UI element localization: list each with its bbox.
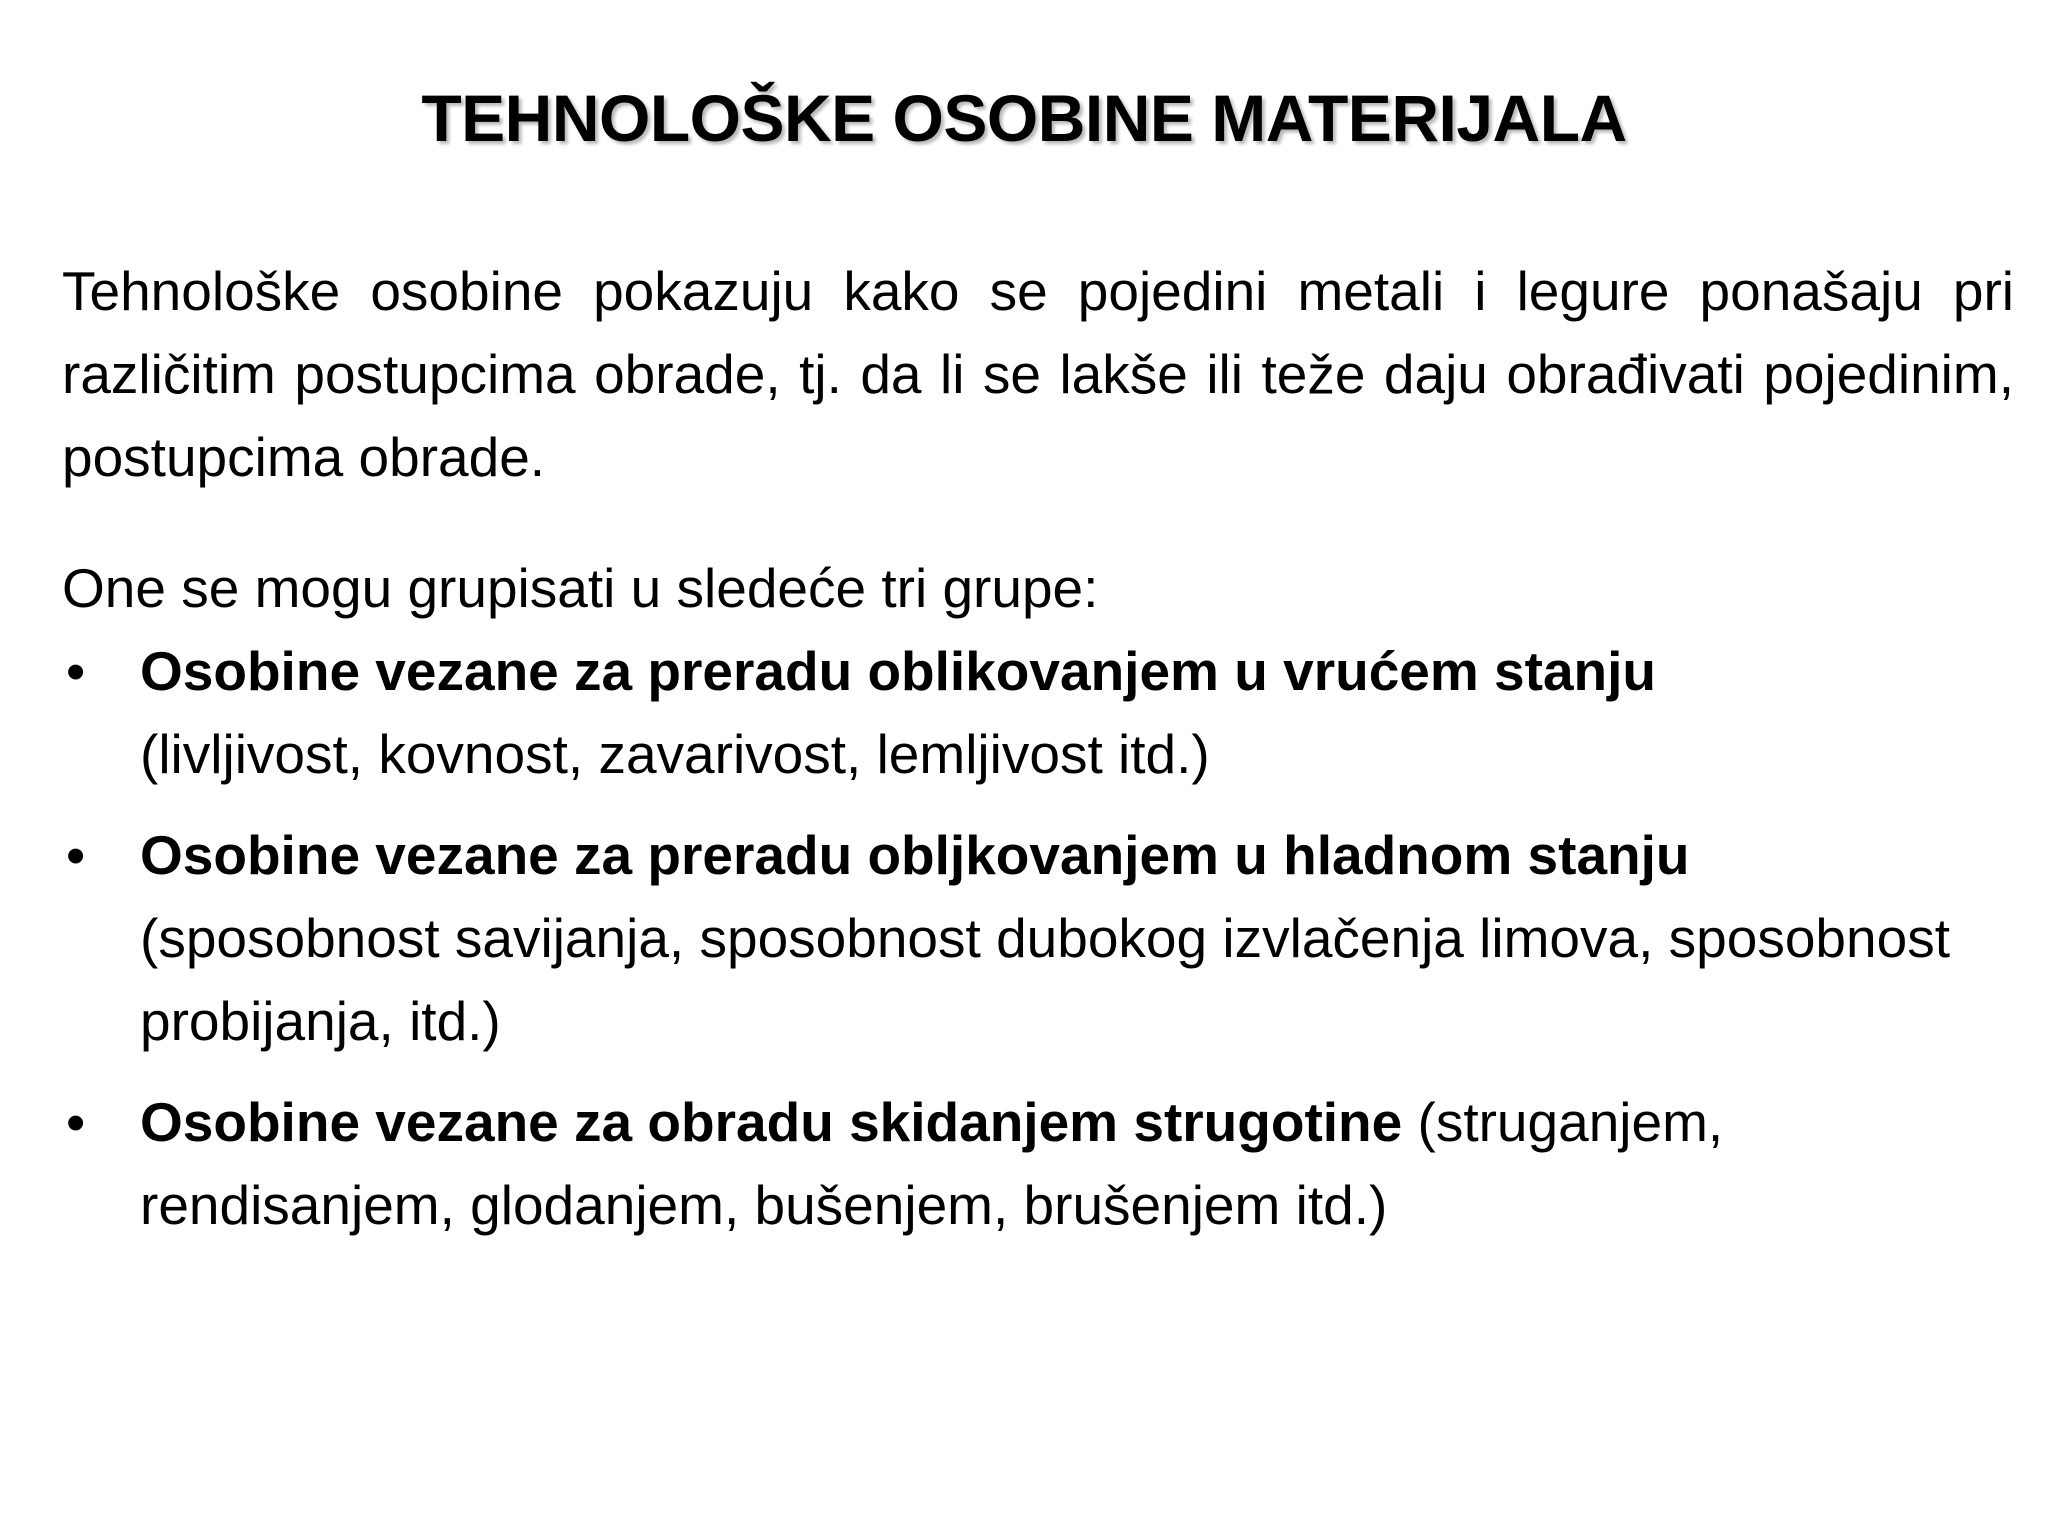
- bullet-icon: •: [66, 824, 86, 886]
- intro-paragraph: Tehnološke osobine pokazuju kako se pojedini metali i legure ponašaju pri različitim postupcima obrade, tj. da li se lakše ili teže daju obrađivati pojedinim, postupcima obrade.: [62, 260, 2014, 488]
- list-item: [62, 814, 2014, 1063]
- bullet-detail: (struganjem, rendisanjem, glodanjem, bušenjem, brušenjem itd.): [140, 1091, 1724, 1236]
- slide-title: TEHNOLOŠKE OSOBINE MATERIJALA: [421, 81, 1627, 155]
- bullet-heading: Osobine vezane za preradu oblikovanjem u vrućem stanju: [140, 640, 1657, 702]
- bullet-list: [62, 630, 2014, 1247]
- slide-body: [62, 250, 2014, 1247]
- bullet-heading: Osobine vezane za obradu skidanjem strugotine: [140, 1091, 1403, 1153]
- bullet-icon: •: [66, 640, 86, 702]
- bullet-detail: (sposobnost savijanja, sposobnost dubokog izvlačenja limova, sposobnost probijanja, itd.): [140, 907, 1950, 1052]
- list-item: [62, 1081, 2014, 1247]
- bullet-icon: •: [66, 1091, 86, 1153]
- bullet-heading: Osobine vezane za preradu obljkovanjem u hladnom stanju: [140, 824, 1690, 886]
- bullet-detail: (livljivost, kovnost, zavarivost, lemljivost itd.): [140, 723, 1210, 785]
- groups-lead: One se mogu grupisati u sledeće tri grupe:: [62, 557, 1099, 619]
- list-item: [62, 630, 2014, 796]
